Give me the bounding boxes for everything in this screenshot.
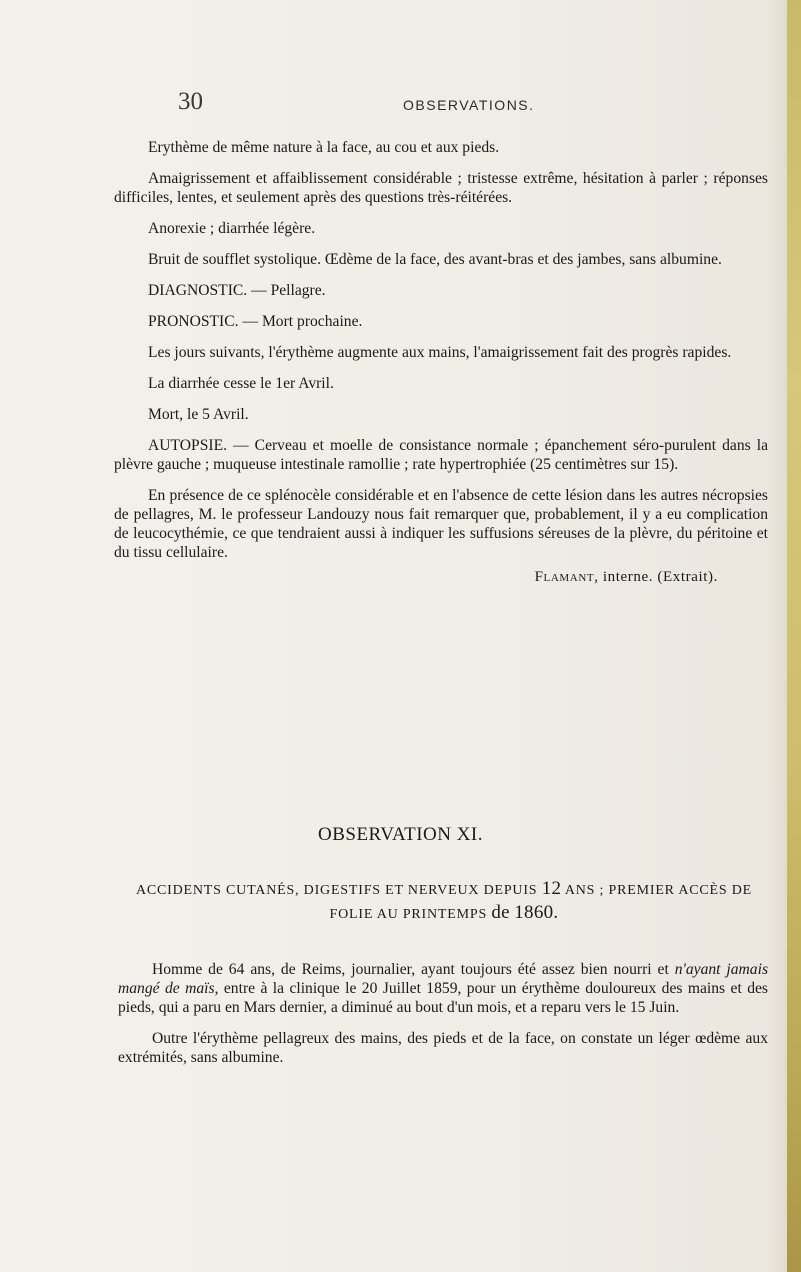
paragraph-diarrhee-cesse: La diarrhée cesse le 1er Avril. <box>148 375 334 392</box>
signature-rest: , interne. (Extrait). <box>594 569 718 585</box>
paragraph-bruit-de-soufflet: Bruit de soufflet systolique. Œdème de la face, des avant-bras et des jambes, sans albumine. <box>148 251 722 268</box>
signature <box>114 568 718 587</box>
paragraph-autopsie: AUTOPSIE. — Cerveau et moelle de consistance normale ; épanchement séro-purulent dans la plèvre gauche ; muqueuse intestinale ramollie ; rate hypertrophiée (25 centimètres sur 15). <box>114 437 768 473</box>
paragraph-jours-suivants: Les jours suivants, l'érythème augmente aux mains, l'amaigrissement fait des progrès rapides. <box>148 344 732 361</box>
paragraph-erytheme: Erythème de même nature à la face, au cou et aux pieds. <box>148 139 500 156</box>
subtitle-year: 1860. <box>514 902 559 923</box>
page-number: 30 <box>178 88 203 115</box>
subtitle-number: 12 <box>541 878 562 899</box>
observation-subtitle <box>120 878 768 926</box>
paragraph-pronostic: PRONOSTIC. — Mort prochaine. <box>148 313 363 330</box>
page-edge-strip <box>787 0 801 1272</box>
paragraph-splenocele: En présence de ce splénocèle considérable et en l'absence de cette lésion dans les autres nécropsies de pellagres, M. le professeur Landouzy nous fait remarquer que, probablement, il y a eu complication de leucocythémie, ce que tendraient aussi à indiquer les suffusions séreuses de la plèvre, du péritoine et du tissu cellulaire. <box>114 487 768 561</box>
subtitle-part-2: ANS ; PREMIER ACCÈS DE FOLIE AU PRINTEMPS <box>329 883 753 922</box>
paragraph-outre-erytheme: Outre l'érythème pellagreux des mains, des pieds et de la face, on constate un léger œdème aux extrémités, sans albumine. <box>118 1030 768 1066</box>
paragraph-diagnostic: DIAGNOSTIC. — Pellagre. <box>148 282 326 299</box>
body-text-top <box>114 138 768 587</box>
paragraph-amaigrissement: Amaigrissement et affaiblissement considérable ; tristesse extrême, hésitation à parler ; réponses difficiles, lentes, et seulement après des questions très-réitérées. <box>114 170 768 206</box>
paragraph-mort: Mort, le 5 Avril. <box>148 406 249 423</box>
running-head: OBSERVATIONS. <box>403 97 535 113</box>
signature-name: Flamant <box>534 569 595 585</box>
observation-title: OBSERVATION XI. <box>317 824 484 845</box>
paragraph-homme-de-64-ans: Homme de 64 ans, de Reims, journalier, ayant toujours été assez bien nourri et n'ayant jamais mangé de maïs, entre à la clinique le 20 Juillet 1859, pour un érythème douloureux des mains et des pieds, qui a paru en Mars dernier, a diminué au bout d'un mois, et a reparu vers le 15 Juin. <box>118 961 769 1016</box>
italic-mais: n'ayant jamais mangé de maïs <box>118 961 769 997</box>
subtitle-part-1: ACCIDENTS CUTANÉS, DIGESTIFS ET NERVEUX DEPUIS <box>135 883 538 898</box>
subtitle-de: de <box>491 902 510 923</box>
paragraph-anorexie: Anorexie ; diarrhée légère. <box>148 220 316 237</box>
body-text-observation <box>118 960 768 1079</box>
